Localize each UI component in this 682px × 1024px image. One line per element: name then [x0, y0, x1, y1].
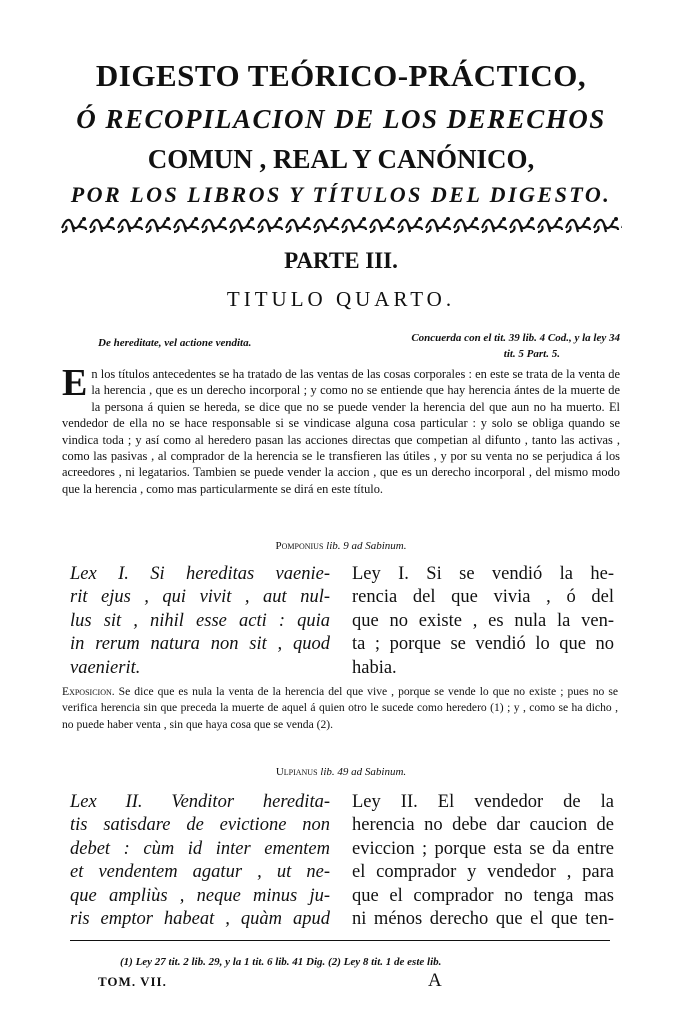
title-line-2: Ó RECOPILACION DE LOS DERECHOS	[76, 104, 606, 134]
lex-2-latin-line: Lex II. Venditor heredita-	[70, 792, 330, 812]
lex-2-latin	[70, 791, 330, 931]
ley-2-spanish-line: ni ménos derecho que el que ten-	[352, 909, 614, 930]
footnote-rule	[70, 940, 610, 941]
lex-2-latin-line: et vendentem agatur , ut ne-	[70, 862, 330, 883]
source-1-ref: lib. 9 ad Sabinum.	[323, 540, 407, 552]
ley-1-spanish-line: que no existe , es nula la ven-	[352, 610, 614, 631]
concordance-line-2: tit. 5 Part. 5.	[503, 348, 560, 360]
exposicion-text: Se dice que es nula la venta de la herencia del que vive , porque se vende lo que no existe ; pues no se verifica herencia sin que preceda la muerte de aquel á quien otro le sucede como heredero (1) ; y , como se ha dicho , no puede haber venta , sin que haya cosa que se venda (2).	[62, 685, 618, 731]
lex-2-latin-line: debet : cùm id inter ementem	[70, 838, 330, 859]
lex-2-latin-line: tis satisdare de evictione non	[70, 815, 330, 836]
drop-cap: E	[62, 362, 88, 404]
source-2	[0, 766, 682, 778]
ley-2-spanish-line: Ley II. El vendedor de la	[352, 792, 614, 812]
volume-mark: TOM. VII.	[98, 974, 167, 989]
title-line-3: COMUN , REAL Y CANÓNICO,	[147, 144, 535, 174]
subtitle-latin: De hereditate, vel actione vendita.	[98, 337, 252, 349]
lex-1-latin-line: vaenierit.	[70, 657, 141, 678]
ley-1-spanish	[352, 563, 614, 680]
source-2-ref: lib. 49 ad Sabinum.	[317, 766, 407, 778]
source-2-author: Ulpianus	[275, 766, 318, 778]
ley-2-spanish-line: herencia no debe dar caucion de	[352, 815, 614, 836]
title-line-1: DIGESTO TEÓRICO-PRÁCTICO,	[95, 58, 587, 93]
ley-2-spanish-line: eviccion ; porque esta se da entre	[352, 838, 614, 859]
signature-mark: A	[428, 970, 442, 991]
ley-1-spanish-line: habia.	[352, 657, 397, 678]
ley-1-spanish-line: Ley I. Si se vendió la he-	[352, 564, 614, 584]
lex-1-latin-line: lus sit , nihil esse acti : quia	[70, 610, 330, 631]
lex-1-latin	[70, 563, 330, 680]
concordance-line-1: Concuerda con el tit. 39 lib. 4 Cod., y la ley 34	[411, 332, 620, 344]
lex-1-latin-line: in rerum natura non sit , quod	[70, 634, 330, 655]
ornament-band	[60, 214, 622, 234]
ley-2-spanish	[352, 791, 614, 931]
lex-1-latin-line: rit ejus , qui vivit , aut nul-	[70, 587, 330, 608]
footnotes: (1) Ley 27 tit. 2 lib. 29, y la 1 tit. 6 lib. 41 Dig. (2) Ley 8 tit. 1 de este lib.	[120, 956, 442, 968]
source-1-author: Pomponius	[275, 540, 324, 552]
intro-paragraph	[62, 362, 620, 497]
source-1	[0, 540, 682, 552]
title-line-4: POR LOS LIBROS Y TÍTULOS DEL DIGESTO.	[70, 182, 612, 207]
ley-1-spanish-line: rencia del que vivia , ó del	[352, 587, 614, 608]
lex-1-latin-line: Lex I. Si hereditas vaenie-	[70, 564, 330, 584]
concordance-note	[352, 330, 620, 362]
titulo-heading: TITULO QUARTO.	[226, 287, 456, 311]
lex-2-latin-line: ris emptor habeat , quàm apud	[70, 909, 330, 930]
exposicion-label: Exposicion.	[62, 685, 115, 698]
lex-2-latin-line: que ampliùs , neque minus ju-	[70, 885, 330, 906]
ley-2-spanish-line: que el comprador no tenga mas	[352, 885, 614, 906]
exposicion-paragraph	[62, 684, 618, 733]
intro-text: n los títulos antecedentes se ha tratado de las ventas de las cosas corporales : en este se trata de la venta de la herencia , que es un derecho incorporal ; y como no se entiende que hay herencia ántes de la muerte de la persona á quien se hereda, se dice que no se puede vender la herencia del que aun no ha muerto. El vendedor de ella no se hace responsable si se vindicase alguna cosa particular : y solo se obliga quando se vindica toda ; y así como al heredero pasan las acciones directas que competian al difunto , tanto las activas , como las pasivas , al comprador de la herencia se le transfieren las útiles , y por su venta no se perjudica á los acreedores , ni legatarios. Tambien se puede vender la accion , que es un derecho incorporal , del mismo modo que la herencia , como mas particularmente se dirá en este título.	[62, 367, 620, 496]
part-heading: PARTE III.	[284, 248, 398, 273]
ley-2-spanish-line: el comprador y vendedor , para	[352, 862, 614, 883]
ley-1-spanish-line: ta ; porque se vendió lo que no	[352, 634, 614, 655]
